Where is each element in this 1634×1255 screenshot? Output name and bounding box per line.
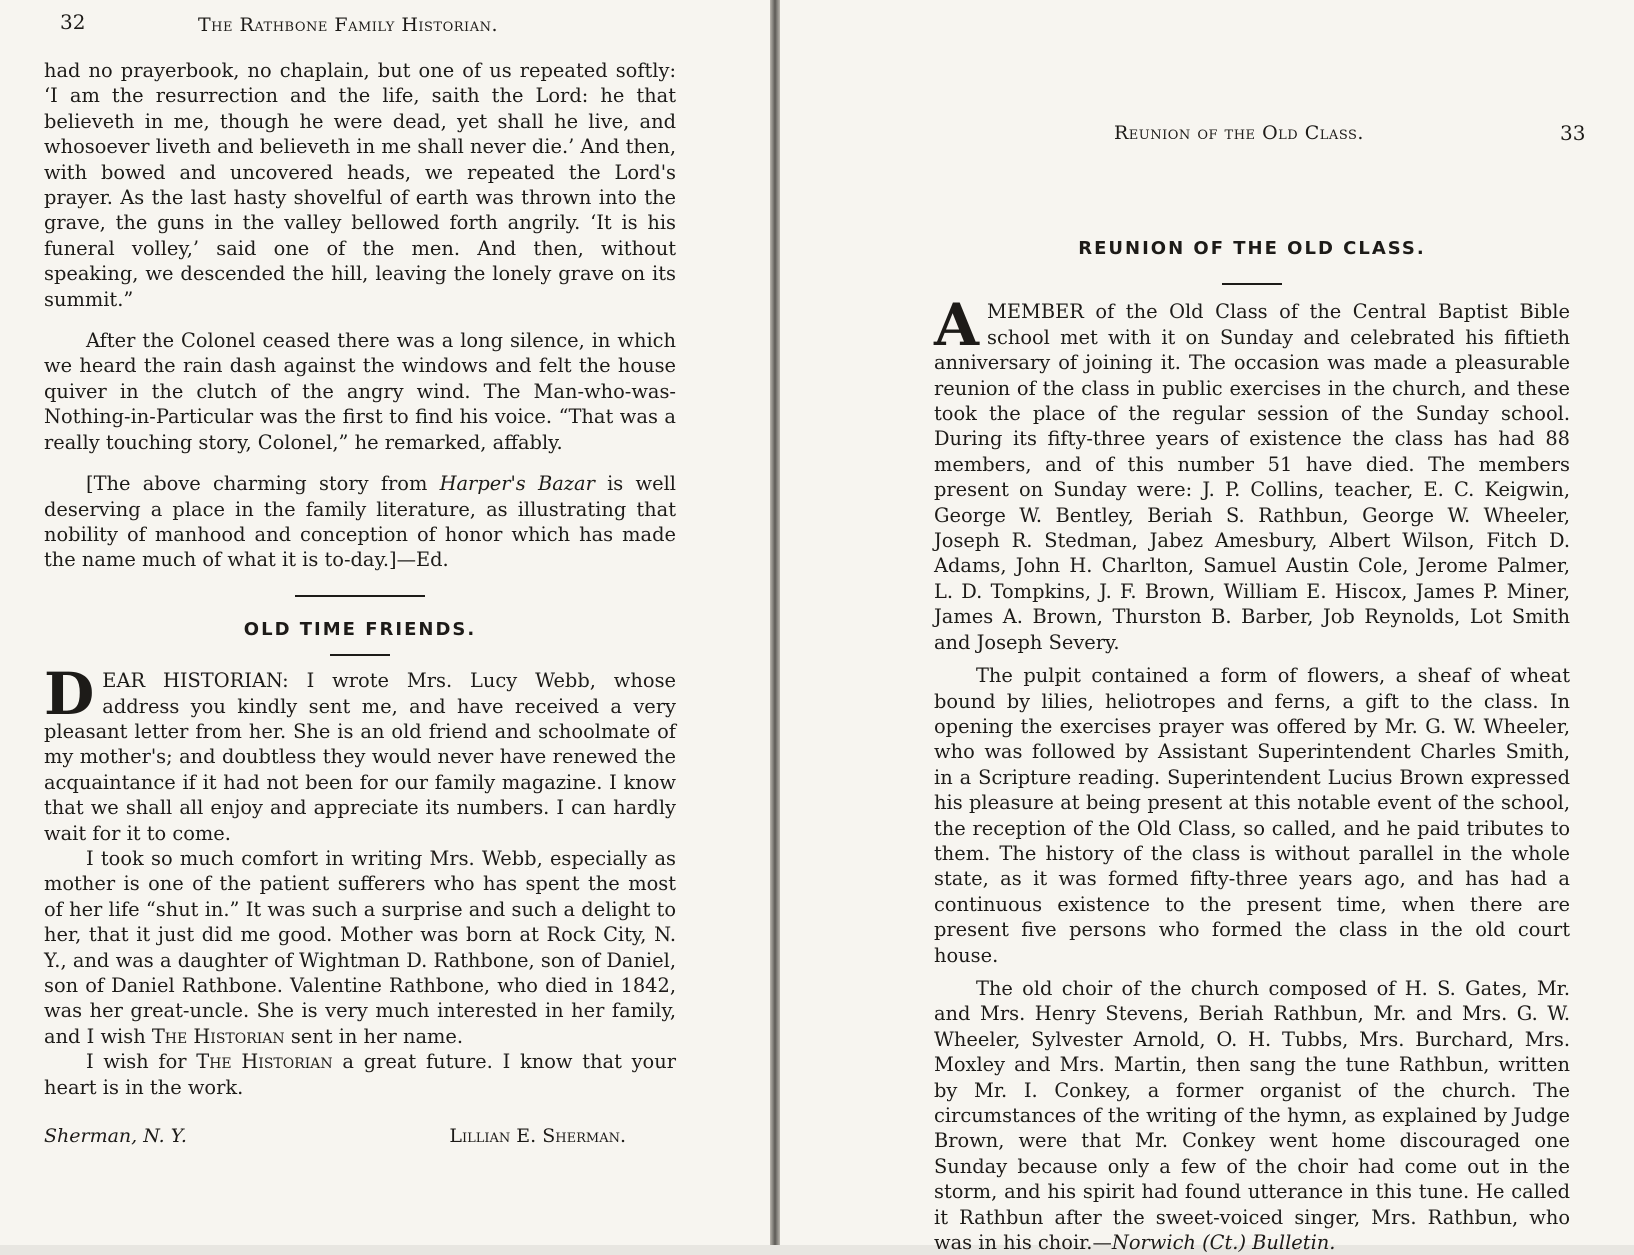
letter-signature: Lillian E. Sherman.: [449, 1125, 626, 1148]
running-head-left: The Rathbone Family Historian.: [198, 14, 498, 36]
editor-note-text-2: is well deserving a place in the family literature, as illustrating that nobility of manhood and conception of honor which has made the name much of what it is to-day.]—Ed.: [44, 472, 676, 572]
letter-text-2b: sent in her name.: [284, 1024, 464, 1048]
letter-magazine-name-2: The Historian: [196, 1050, 333, 1074]
title-rule: [1222, 283, 1282, 285]
page-number-left: 32: [60, 10, 86, 34]
section-title-old-time-friends: OLD TIME FRIENDS.: [243, 618, 477, 640]
section-rule-top: [295, 595, 425, 597]
page-number-right: 33: [1560, 121, 1586, 145]
letter-text-3b: a great future. I know that your heart is in the work.: [44, 1050, 676, 1099]
letter-text-3a: I wish for: [86, 1050, 197, 1074]
article-source-credit: Norwich (Ct.) Bulletin.: [1111, 1231, 1336, 1255]
letter-paragraph-3: [44, 1049, 676, 1100]
book-gutter: [770, 0, 780, 1245]
story-ending-paragraph: had no prayerbook, no chaplain, but one of us repeated softly: ‘I am the resurrection and the life, saith the Lord: he that believeth in me, though he were dead, yet shall he live, and whosoever liveth and believeth in me shall never die.’ And then, with bowed and uncovered heads, we repeated the Lord's prayer. As the last hasty shovelful of earth was thrown into the grave, the guns in the valley bellowed forth angrily. ‘It is his funeral volley,’ said one of the men. And then, without speaking, we descended the hill, leaving the lonely grave on its summit.”: [44, 59, 676, 311]
running-head-right: Reunion of the Old Class.: [1114, 122, 1364, 144]
section-rule-bottom: [330, 654, 390, 656]
letter-text-1: EAR HISTORIAN: I wrote Mrs. Lucy Webb, whose address you kindly sent me, and have received a very pleasant letter from her. She is an old friend and schoolmate of my mother's; and doubtless they would never have renewed the acquaintance if it had not been for our family magazine. I know that we shall all enjoy and appreciate its numbers. I can hardly wait for it to come.: [44, 669, 676, 845]
editor-note-source: Harper's Bazar: [439, 472, 595, 496]
letter-dropcap: D: [44, 660, 95, 729]
article-title: REUNION OF THE OLD CLASS.: [1078, 238, 1426, 259]
letter-magazine-name-1: The Historian: [151, 1024, 285, 1048]
article-dropcap: A: [934, 291, 980, 360]
letter-place: Sherman, N. Y.: [44, 1125, 187, 1148]
letter-paragraph-2: [44, 846, 676, 1049]
right-page: [780, 0, 1634, 1255]
editor-note-text-1: [The above charming story from: [86, 472, 440, 496]
left-column: [44, 58, 676, 1149]
article-paragraph-1: [934, 291, 1570, 655]
story-colonel-paragraph: After the Colonel ceased there was a long silence, in which we heard the rain dash against the windows and felt the house quiver in the clutch of the angry wind. The Man-who-was-Nothing-in-Particular was the first to find his voice. “That was a really touching story, Colonel,” he remarked, affably.: [44, 329, 676, 454]
article-paragraph-3: [934, 976, 1570, 1255]
right-column: [934, 236, 1570, 1255]
left-page: [0, 0, 770, 1245]
letter-text-2a: I took so much comfort in writing Mrs. Webb, especially as mother is one of the patient sufferers who has spent the most of her life “shut in.” It was such a surprise and such a delight to her, that it just did me good. Mother was born at Rock City, N. Y., and was a daughter of Wightman D. Rathbone, son of Daniel, son of Daniel Rathbone. Valentine Rathbone, who died in 1842, was her great-uncle. She is very much interested in her family, and I wish: [44, 846, 676, 1048]
article-text-3: The old choir of the church composed of H. S. Gates, Mr. and Mrs. Henry Stevens, Beriah Rathbun, Mr. and Mrs. G. W. Wheeler, Sylvester Arnold, O. H. Tubbs, Mrs. Burchard, Mrs. Moxley and Mrs. Martin, then sang the tune Rathbun, written by Mr. I. Conkey, a former organist of the church. The circumstances of the writing of the hymn, as explained by Judge Brown, were that Mr. Conkey went home discouraged one Sunday because only a few of the choir had come out in the storm, and his spirit had found utterance in this tune. He called it Rathbun after the sweet-voiced singer, Mrs. Rathbun, who was in his choir.—: [934, 976, 1570, 1255]
letter-paragraph-1: [44, 660, 676, 846]
article-paragraph-2: The pulpit contained a form of flowers, a sheaf of wheat bound by lilies, heliotropes and ferns, a gift to the class. In opening the exercises prayer was offered by Mr. G. W. Wheeler, who was followed by Assistant Superintendent Charles Smith, in a Scripture reading. Superintendent Lucius Brown expressed his pleasure at being present at this notable event of the school, the reception of the Old Class, so called, and he paid tributes to them. The history of the class is without parallel in the whole state, as it was formed fifty-three years ago, and has had a continuous existence to the present time, when there are present five persons who formed the class in the old court house.: [934, 664, 1570, 967]
article-text-1: MEMBER of the Old Class of the Central Baptist Bible school met with it on Sunday and celebrated his fiftieth anniversary of joining it. The occasion was made a pleasurable reunion of the class in public exercises in the church, and these took the place of the regular session of the Sunday school. During its fifty-three years of existence the class has had 88 members, and of this number 51 have died. The members present on Sunday were: J. P. Collins, teacher, E. C. Keigwin, George W. Bentley, Beriah S. Rathbun, George W. Wheeler, Joseph R. Stedman, Jabez Amesbury, Albert Wilson, Fitch D. Adams, John H. Charlton, Samuel Austin Cole, Jerome Palmer, L. D. Tompkins, J. F. Brown, William E. Hiscox, James P. Miner, James A. Brown, Thurston B. Barber, Job Reynolds, Lot Smith and Joseph Severy.: [934, 300, 1570, 654]
editor-note: [44, 471, 676, 573]
signature-row: [44, 1124, 676, 1149]
